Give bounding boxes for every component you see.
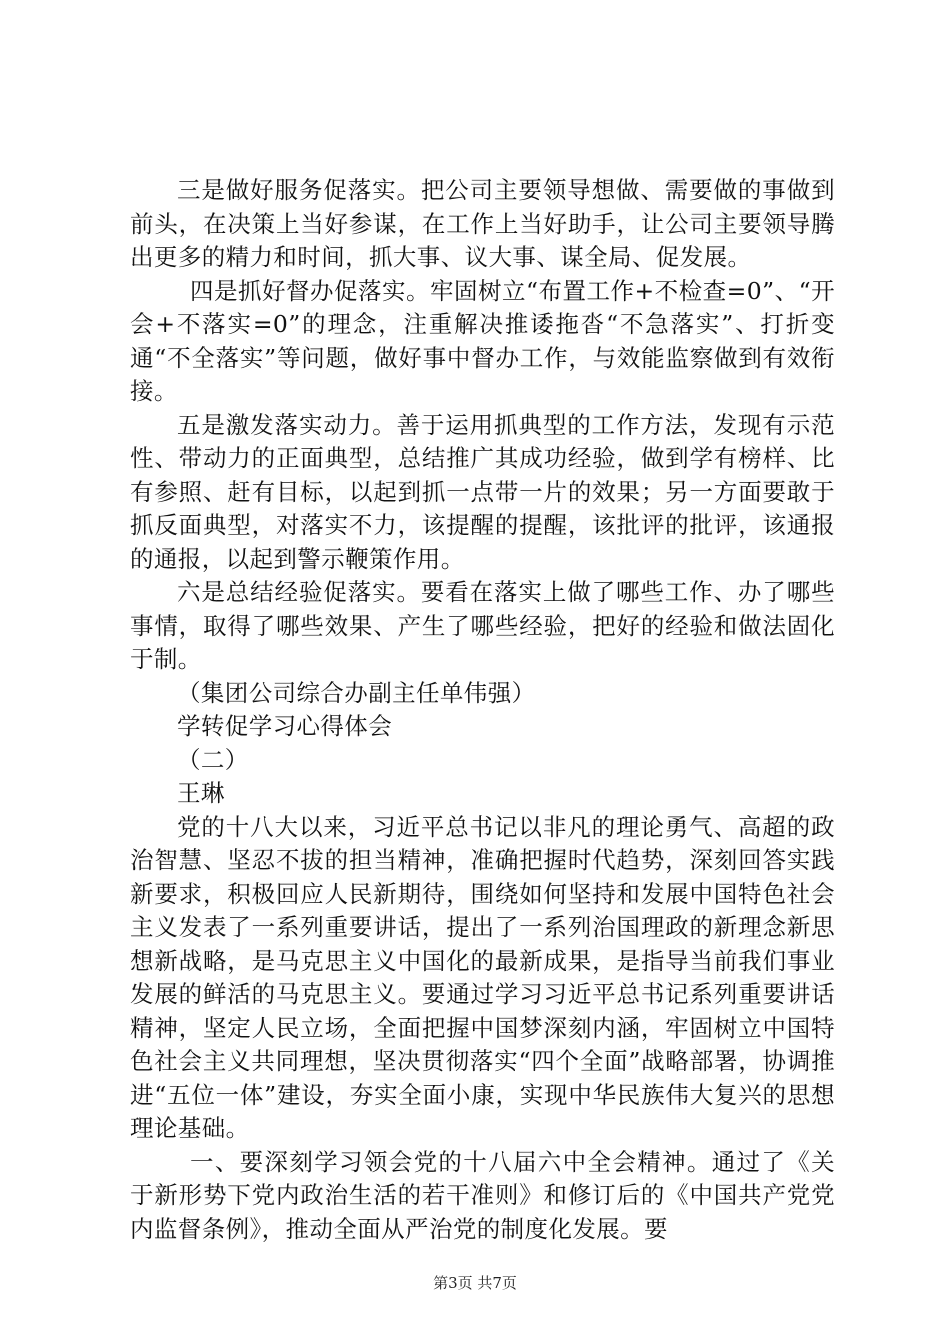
section-title: 学转促学习心得体会 bbox=[177, 712, 393, 740]
paragraph-summary: 六是总结经验促落实。要看在落实上做了哪些工作、办了哪些事情，取得了哪些效果、产生了哪些经验，把好的经验和做法固化于制。 bbox=[130, 578, 835, 673]
paragraph-supervision: 四是抓好督办促落实。牢固树立“布置工作+不检查=0”、“开会+不落实=0”的理念，注重解决推诿拖沓“不急落实”、打折变通“不全落实”等问题，做好事中督办工作，与效能监察做到有效衔接。 bbox=[130, 276, 835, 405]
paragraph-service: 三是做好服务促落实。把公司主要领导想做、需要做的事做到前头，在决策上当好参谋，在工作上当好助手，让公司主要领导腾出更多的精力和时间，抓大事、议大事、谋全局、促发展。 bbox=[130, 176, 835, 271]
author-attribution: （集团公司综合办副主任单伟强） bbox=[177, 678, 536, 707]
paragraph-intro: 党的十八大以来，习近平总书记以非凡的理论勇气、高超的政治智慧、坚忍不拔的担当精神，准确把握时代趋势，深刻回答实践新要求，积极回应人民新期待，围绕如何坚持和发展中国特色社会主义发表了一系列重要讲话，提出了一系列治国理政的新理念新思想新战略，是马克思主义中国化的最新成果，是指导当前我们事业发展的鲜活的马克思主义。要通过学习习近平总书记系列重要讲话精神，坚定人民立场，全面把握中国梦深刻内涵，牢固树立中国特色社会主义共同理想，坚决贯彻落实“四个全面”战略部署，协调推进“五位一体”建设，夯实全面小康，实现中华民族伟大复兴的思想理论基础。 bbox=[130, 812, 835, 1142]
author-name: 王琳 bbox=[177, 779, 225, 807]
section-number: （二） bbox=[177, 745, 249, 774]
paragraph-motivation: 五是激发落实动力。善于运用抓典型的工作方法，发现有示范性、带动力的正面典型，总结推广其成功经验，做到学有榜样、比有参照、赶有目标，以起到抓一点带一片的效果；另一方面要敢于抓反面典型，对落实不力，该提醒的提醒，该批评的批评，该通报的通报，以起到警示鞭策作用。 bbox=[130, 410, 835, 573]
page-number-footer: 第3页 共7页 bbox=[433, 1274, 517, 1292]
paragraph-point-one: 一、要深刻学习领会党的十八届六中全会精神。通过了《关于新形势下党内政治生活的若干准则》和修订后的《中国共产党党内监督条例》，推动全面从严治党的制度化发展。要 bbox=[130, 1147, 835, 1243]
document-body bbox=[130, 174, 835, 1246]
